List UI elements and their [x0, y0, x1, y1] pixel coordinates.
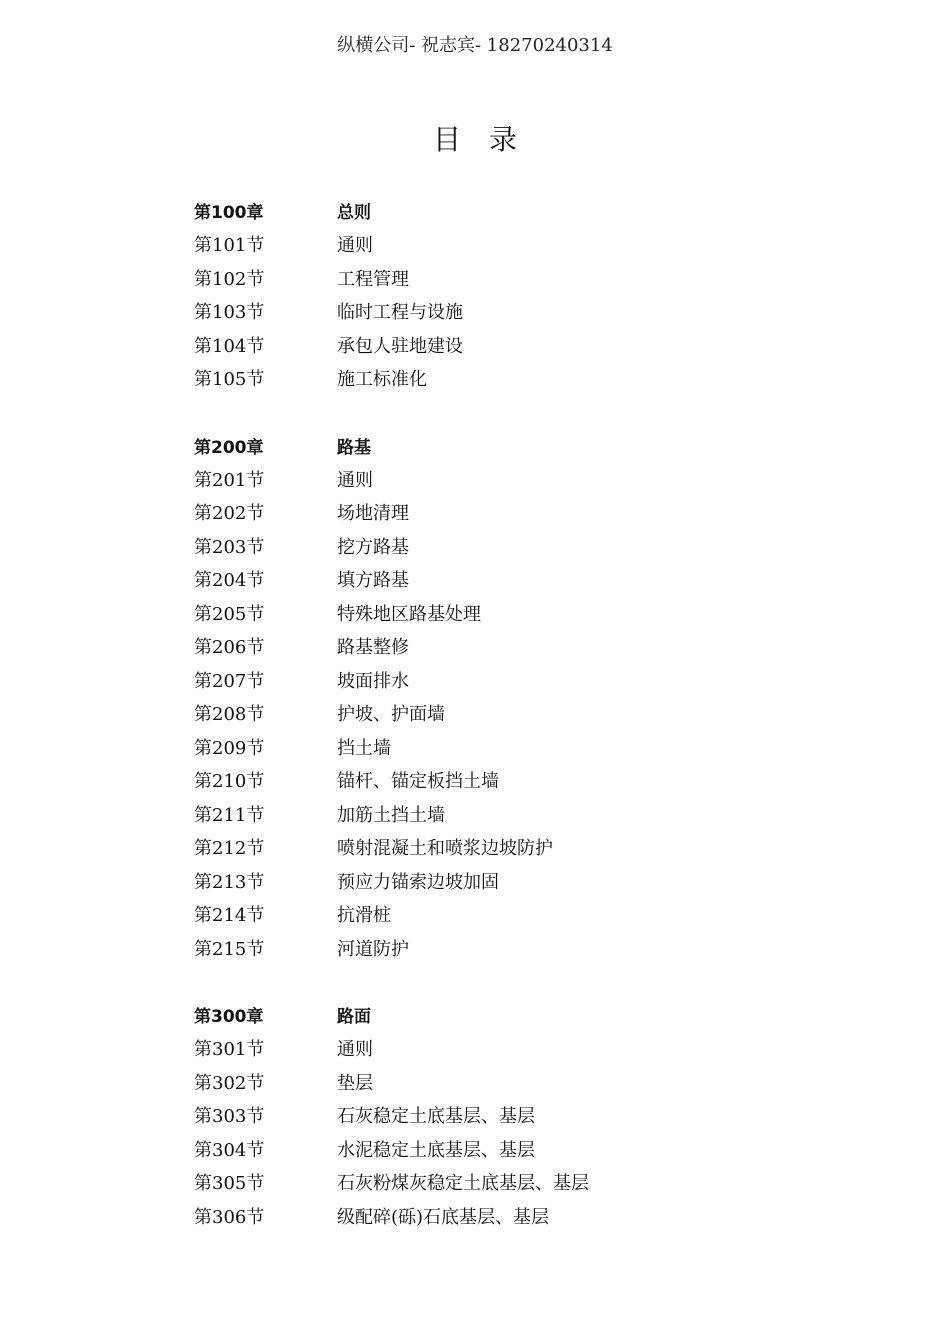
item-number: 第208节 — [194, 704, 265, 726]
item-title: 填方路基 — [337, 570, 409, 592]
toc-item-row — [194, 529, 794, 563]
item-title: 挖方路基 — [337, 536, 409, 558]
item-number: 第305节 — [194, 1173, 265, 1195]
item-title: 加筋土挡土墙 — [337, 804, 445, 826]
item-number: 第103节 — [194, 302, 265, 324]
item-title: 预应力锚索边坡加固 — [337, 871, 499, 893]
toc-item-row — [194, 630, 794, 664]
item-title: 喷射混凝土和喷浆边坡防护 — [337, 838, 553, 860]
item-title: 通则 — [337, 235, 373, 257]
chapter-title: 路面 — [337, 1007, 371, 1028]
toc-item-row — [194, 228, 794, 262]
item-number: 第105节 — [194, 369, 265, 391]
item-number: 第213节 — [194, 871, 265, 893]
item-title: 临时工程与设施 — [337, 302, 463, 324]
item-title: 河道防护 — [337, 938, 409, 960]
item-title: 石灰稳定土底基层、基层 — [337, 1106, 535, 1128]
item-title: 锚杆、锚定板挡土墙 — [337, 771, 499, 793]
item-title: 通则 — [337, 469, 373, 491]
toc-item-row — [194, 697, 794, 731]
item-title: 石灰粉煤灰稳定土底基层、基层 — [337, 1173, 589, 1195]
item-number: 第214节 — [194, 905, 265, 927]
item-number: 第206节 — [194, 637, 265, 659]
toc-item-row — [194, 831, 794, 865]
item-number: 第202节 — [194, 503, 265, 525]
toc-item-row — [194, 764, 794, 798]
toc-item-row — [194, 563, 794, 597]
item-title: 护坡、护面墙 — [337, 704, 445, 726]
item-title: 通则 — [337, 1039, 373, 1061]
toc-item-row — [194, 1132, 794, 1166]
toc-item-row — [194, 898, 794, 932]
toc-chapter-row — [194, 429, 794, 463]
toc-item-row — [194, 462, 794, 496]
toc-item-row — [194, 596, 794, 630]
item-title: 路基整修 — [337, 637, 409, 659]
item-title: 垫层 — [337, 1072, 373, 1094]
table-of-contents — [194, 194, 794, 1233]
item-title: 坡面排水 — [337, 670, 409, 692]
toc-item-row — [194, 295, 794, 329]
toc-item-row — [194, 261, 794, 295]
chapter-title: 路基 — [337, 437, 371, 458]
toc-item-row — [194, 362, 794, 396]
item-number: 第203节 — [194, 536, 265, 558]
toc-item-row — [194, 1166, 794, 1200]
toc-section-300 — [194, 998, 794, 1233]
toc-chapter-row — [194, 194, 794, 228]
chapter-title: 总则 — [337, 203, 371, 224]
item-number: 第304节 — [194, 1139, 265, 1161]
item-number: 第306节 — [194, 1206, 265, 1228]
toc-item-row — [194, 496, 794, 530]
item-number: 第101节 — [194, 235, 265, 257]
item-number: 第205节 — [194, 603, 265, 625]
chapter-number: 第200章 — [194, 437, 264, 458]
item-title: 场地清理 — [337, 503, 409, 525]
item-number: 第201节 — [194, 469, 265, 491]
item-title: 级配碎(砾)石底基层、基层 — [337, 1206, 550, 1228]
toc-item-row — [194, 1199, 794, 1233]
toc-chapter-row — [194, 998, 794, 1032]
item-title: 承包人驻地建设 — [337, 335, 463, 357]
item-number: 第211节 — [194, 804, 265, 826]
item-number: 第204节 — [194, 570, 265, 592]
chapter-number: 第100章 — [194, 203, 264, 224]
toc-item-row — [194, 1065, 794, 1099]
item-title: 挡土墙 — [337, 737, 391, 759]
item-number: 第212节 — [194, 838, 265, 860]
item-number: 第207节 — [194, 670, 265, 692]
item-number: 第301节 — [194, 1039, 265, 1061]
item-number: 第104节 — [194, 335, 265, 357]
toc-item-row — [194, 328, 794, 362]
toc-item-row — [194, 931, 794, 965]
item-number: 第302节 — [194, 1072, 265, 1094]
toc-item-row — [194, 730, 794, 764]
item-title: 水泥稳定土底基层、基层 — [337, 1139, 535, 1161]
item-title: 施工标准化 — [337, 369, 427, 391]
item-title: 工程管理 — [337, 268, 409, 290]
item-title: 特殊地区路基处理 — [337, 603, 481, 625]
toc-section-100 — [194, 194, 794, 395]
toc-item-row — [194, 663, 794, 697]
page-header: 纵横公司- 祝志宾- 18270240314 — [337, 35, 613, 56]
item-number: 第210节 — [194, 771, 265, 793]
toc-item-row — [194, 864, 794, 898]
toc-item-row — [194, 1032, 794, 1066]
toc-item-row — [194, 1099, 794, 1133]
toc-section-200 — [194, 429, 794, 965]
item-number: 第303节 — [194, 1106, 265, 1128]
toc-item-row — [194, 797, 794, 831]
item-number: 第209节 — [194, 737, 265, 759]
item-number: 第215节 — [194, 938, 265, 960]
item-number: 第102节 — [194, 268, 265, 290]
item-title: 抗滑桩 — [337, 905, 391, 927]
chapter-number: 第300章 — [194, 1007, 264, 1028]
page-title: 目录 — [432, 123, 545, 156]
